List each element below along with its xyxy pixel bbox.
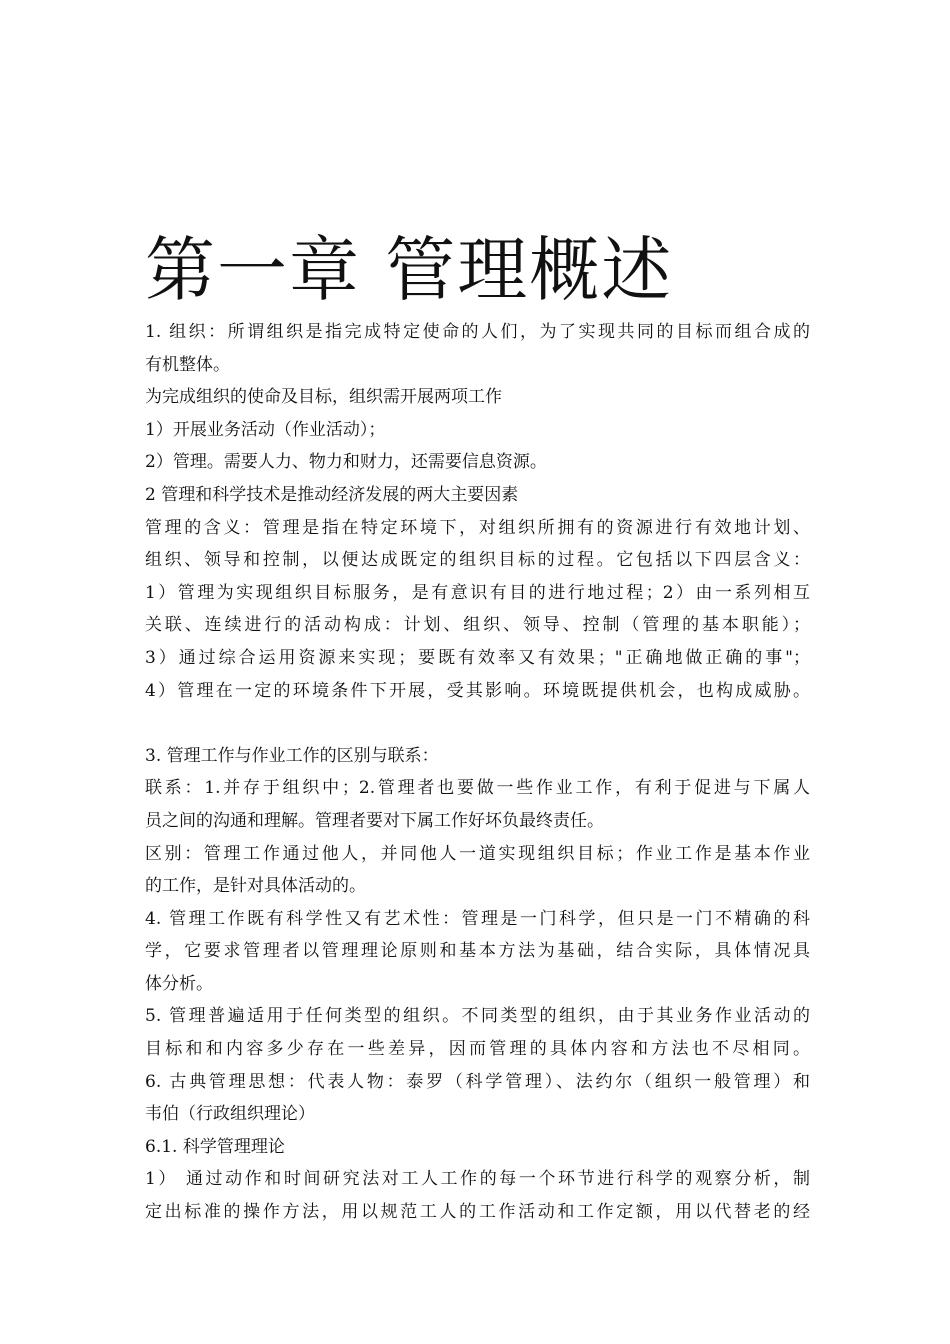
text-line: 学，它要求管理者以管理理论原则和基本方法为基础，结合实际，具体情况具: [145, 941, 810, 962]
text-line: 3）通过综合运用资源来实现；要既有效率又有效果；"正确地做正确的事"；: [145, 647, 810, 668]
text-line: 1） 通过动作和时间研究法对工人工作的每一个环节进行科学的观察分析，制: [145, 1169, 810, 1190]
text-line: 目标和和内容多少存在一些差异，因而管理的具体内容和方法也不尽相同。: [145, 1039, 810, 1060]
text-line: 6.1. 科学管理理论: [145, 1136, 285, 1157]
text-line: 体分析。: [145, 973, 213, 994]
chapter-title: 第一章 管理概述: [145, 229, 674, 311]
text-line: 2 管理和科学技术是推动经济发展的两大主要因素: [145, 484, 519, 505]
text-line: 2）管理。需要人力、物力和财力，还需要信息资源。: [145, 452, 547, 473]
text-line: 4）管理在一定的环境条件下开展，受其影响。环境既提供机会，也构成威胁。: [145, 680, 810, 701]
text-line: 韦伯（行政组织理论）: [145, 1104, 315, 1125]
text-line: 5. 管理普遍适用于任何类型的组织。不同类型的组织，由于其业务作业活动的: [145, 1006, 810, 1027]
text-line: 3. 管理工作与作业工作的区别与联系：: [145, 745, 439, 766]
text-line: 有机整体。: [145, 354, 230, 375]
text-line: 关联、连续进行的活动构成：计划、组织、领导、控制（管理的基本职能）；: [145, 615, 810, 636]
text-line: 为完成组织的使命及目标，组织需开展两项工作: [145, 387, 502, 408]
body-text: [145, 316, 810, 1229]
text-line: 的工作，是针对具体活动的。: [145, 876, 366, 897]
text-line: 管理的含义：管理是指在特定环境下，对组织所拥有的资源进行有效地计划、: [145, 517, 810, 538]
text-line: 联系：1.并存于组织中；2.管理者也要做一些作业工作，有利于促进与下属人: [145, 778, 810, 799]
text-line: 4. 管理工作既有科学性又有艺术性：管理是一门科学，但只是一门不精确的科: [145, 908, 810, 929]
text-line: 1）管理为实现组织目标服务，是有意识有目的进行地过程；2）由一系列相互: [145, 582, 810, 603]
text-line: 1. 组织：所谓组织是指完成特定使命的人们，为了实现共同的目标而组合成的: [145, 322, 810, 342]
blank-line: [145, 707, 810, 740]
text-line: 区别：管理工作通过他人，并同他人一道实现组织目标；作业工作是基本作业: [145, 843, 810, 864]
text-line: 1）开展业务活动（作业活动）；: [145, 419, 386, 440]
text-line: 员之间的沟通和理解。管理者要对下属工作好坏负最终责任。: [145, 810, 604, 831]
text-line: 定出标准的操作方法，用以规范工人的工作活动和工作定额，用以代替老的经: [145, 1202, 810, 1223]
document-page: [145, 228, 810, 1229]
text-line: 组织、领导和控制，以便达成既定的组织目标的过程。它包括以下四层含义：: [145, 550, 810, 571]
text-line: 6. 古典管理思想：代表人物：泰罗（科学管理）、法约尔（组织一般管理）和: [145, 1071, 810, 1092]
